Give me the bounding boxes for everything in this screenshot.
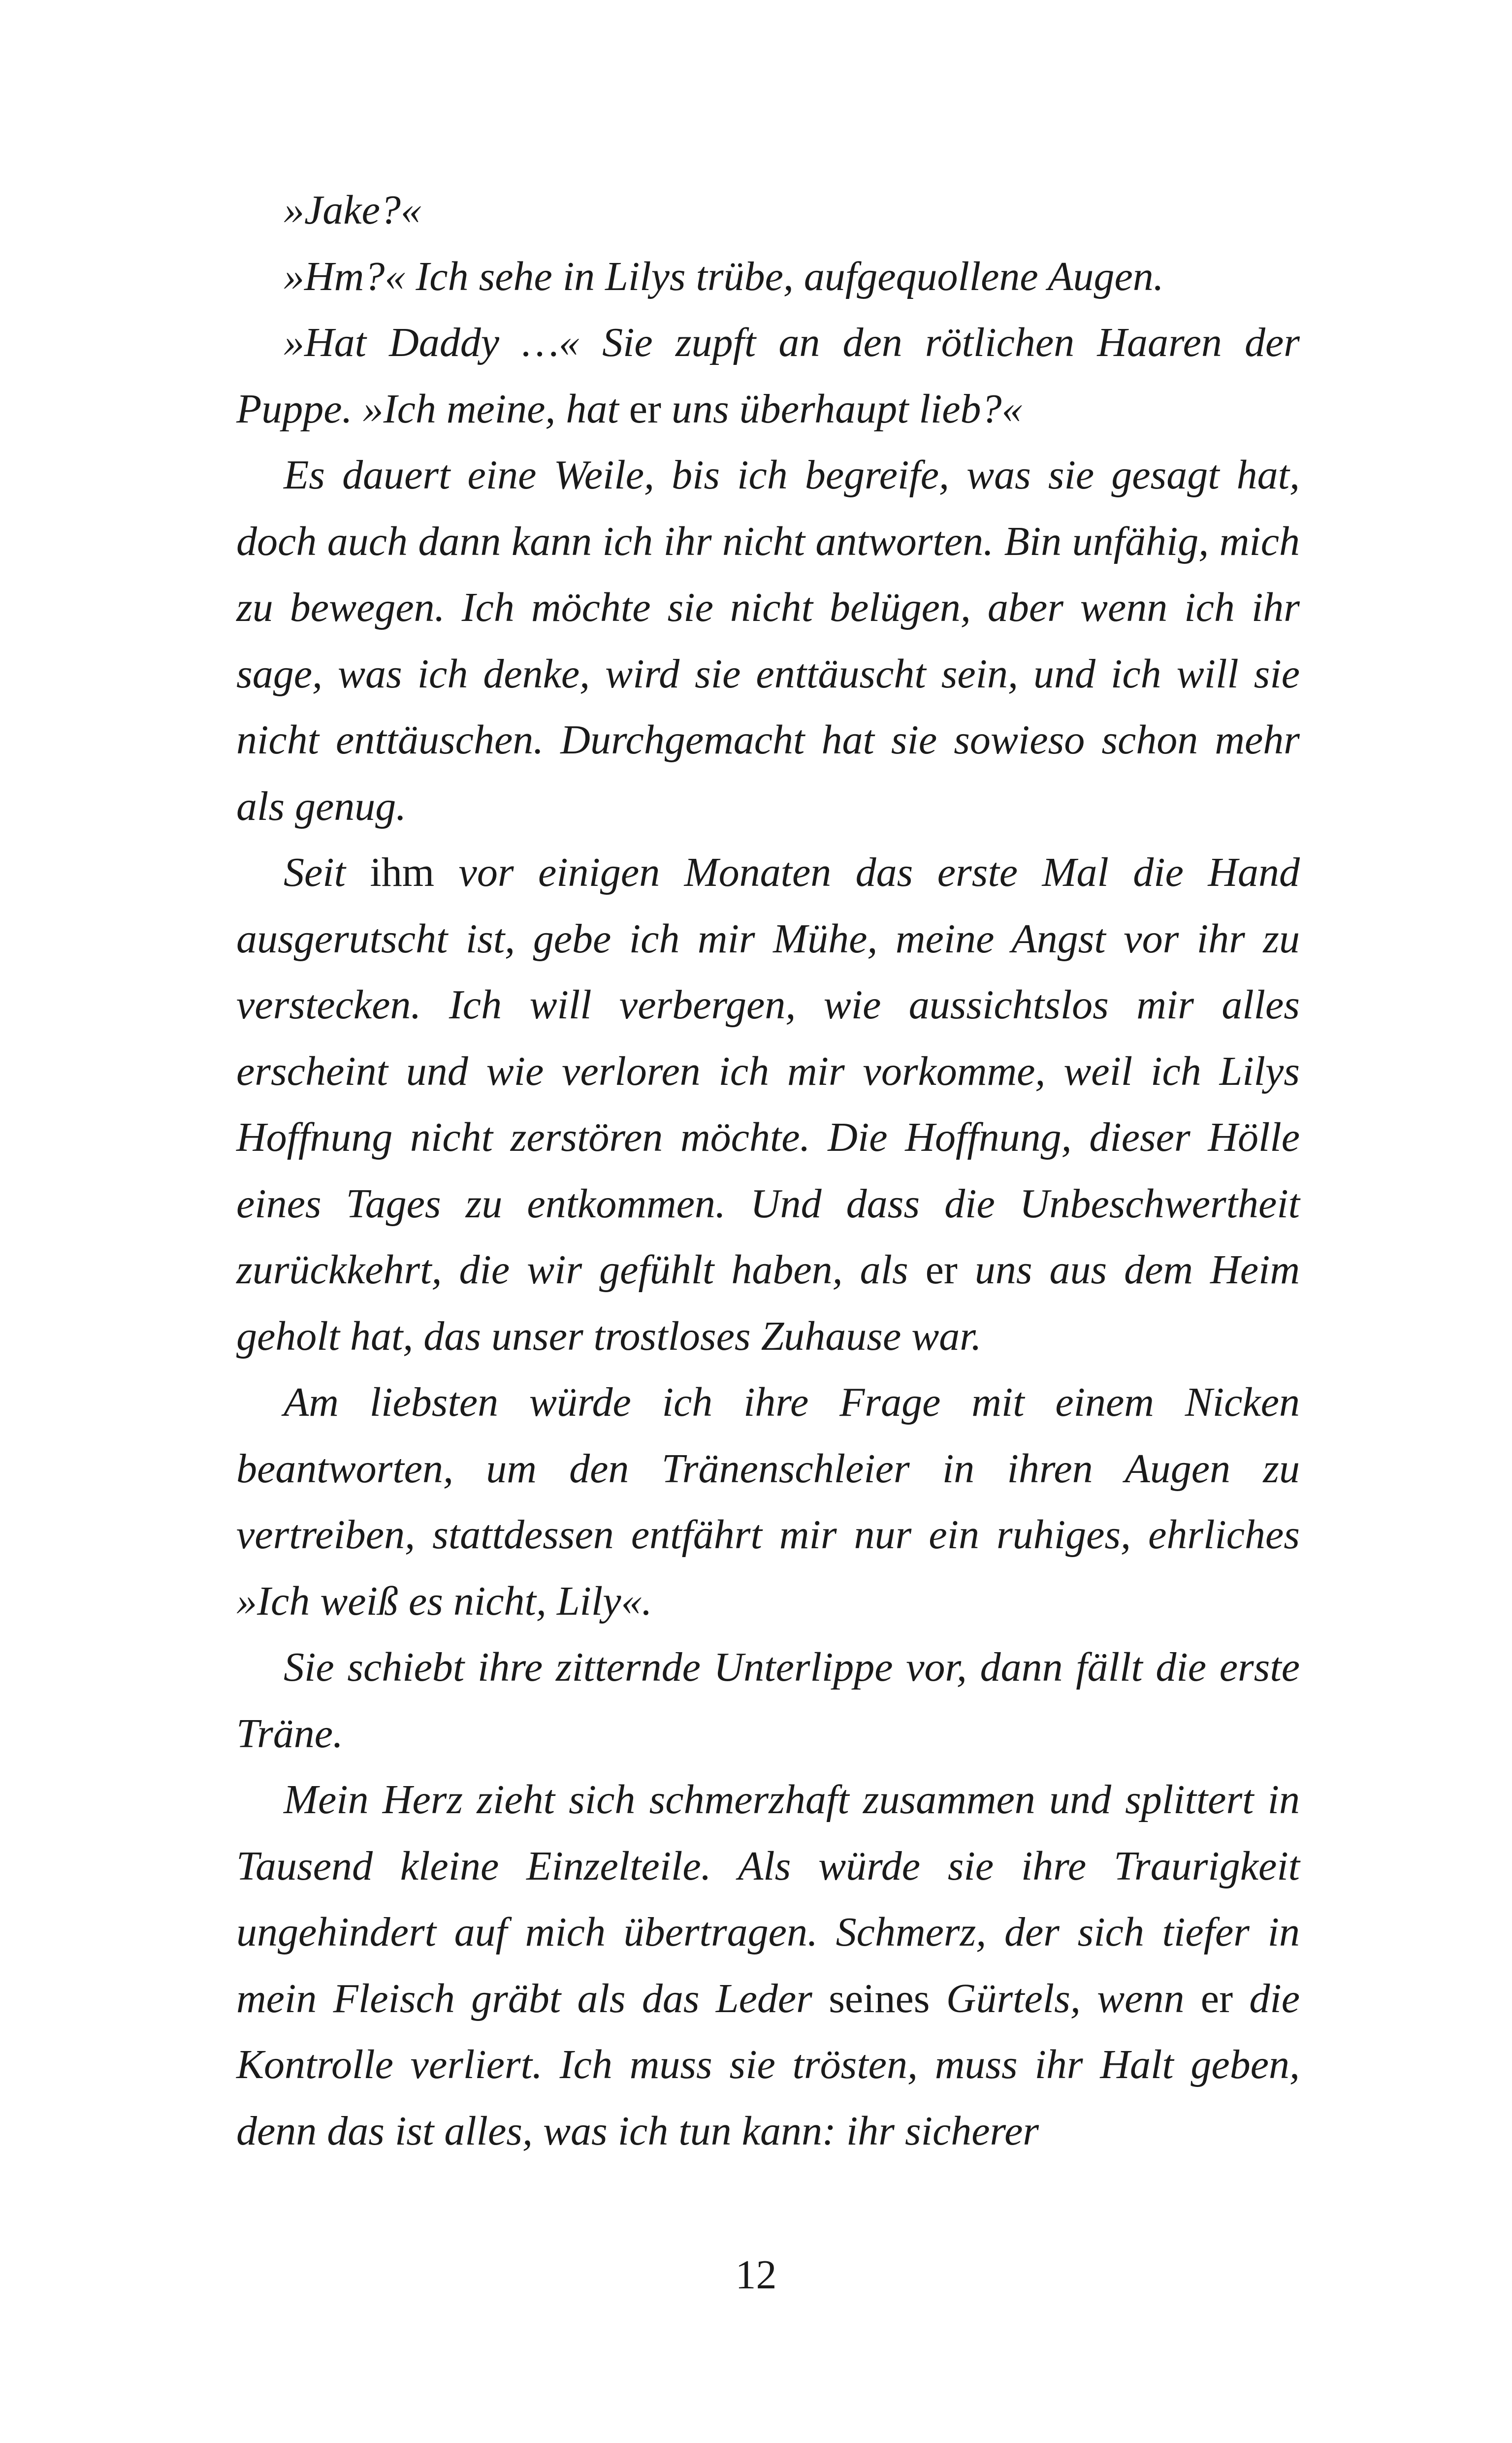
paragraph: [236, 177, 1300, 244]
body-text: [236, 177, 1300, 2164]
emphasis-run: er: [629, 386, 662, 432]
paragraph: [236, 1767, 1300, 2164]
page-number: 12: [735, 2252, 777, 2298]
paragraph: [236, 1634, 1300, 1767]
paragraph: [236, 310, 1300, 442]
text-run: Es dauert eine Weile, bis ich begreife, was sie gesagt hat, doch auch dann kann ich ihr nicht antworten. Bin unfähig, mich zu bewegen. Ich möchte sie nicht belügen, aber wenn ich ihr sage, was ich denke, wird sie enttäuscht sein, und ich will sie nicht enttäuschen. Durchgemacht hat sie sowieso schon mehr als genug.: [236, 452, 1300, 829]
paragraph: [236, 244, 1300, 310]
text-run: vor einigen Monaten das erste Mal die Hand ausgerutscht ist, gebe ich mir Mühe, meine Angst vor ihr zu verstecken. Ich will verbergen, wie aussichtslos mir alles erscheint und wie verloren ich mir vorkomme, weil ich Lilys Hoffnung nicht zerstören möchte. Die Hoffnung, dieser Hölle eines Tages zu entkommen. Und dass die Unbeschwertheit zurückkehrt, die wir gefühlt haben, als: [236, 849, 1300, 1293]
text-run: Mein Herz zieht sich schmerzhaft zusammen und splittert in Tausend kleine Einzelteile. Als würde sie ihre Traurigkeit ungehindert auf mich übertragen. Schmerz, der sich tiefer in mein Fleisch gräbt als das Leder: [236, 1777, 1300, 2021]
text-run: Sie schiebt ihre zitternde Unterlippe vor, dann fällt die erste Träne.: [236, 1644, 1300, 1757]
paragraph: [236, 1369, 1300, 1634]
text-run: »Hm?« Ich sehe in Lilys trübe, aufgequollene Augen.: [284, 253, 1164, 299]
text-run: Seit: [284, 849, 370, 895]
text-run: uns aus dem Heim geholt hat, das unser trostloses Zuhause war.: [236, 1247, 1300, 1359]
emphasis-run: er: [925, 1247, 958, 1293]
text-run: »Hat Daddy …« Sie zupft an den rötlichen Haaren der Puppe. »Ich meine, hat: [236, 320, 1300, 432]
text-run: »Jake?«: [284, 187, 421, 233]
paragraph: [236, 840, 1300, 1369]
emphasis-run: er: [1200, 1975, 1233, 2021]
text-run: Am liebsten würde ich ihre Frage mit einem Nicken beantworten, um den Tränenschleier in ihren Augen zu vertreiben, stattdessen entfährt mir nur ein ruhiges, ehrliches »Ich weiß es nicht, Lily«.: [236, 1379, 1300, 1624]
text-run: die Kontrolle verliert. Ich muss sie trösten, muss ihr Halt geben, denn das ist alles, was ich tun kann: ihr sicherer: [236, 1975, 1300, 2154]
emphasis-run: ihm: [370, 849, 435, 895]
paragraph: [236, 442, 1300, 840]
text-run: Gürtels, wenn: [930, 1975, 1201, 2021]
text-run: uns überhaupt lieb?«: [661, 386, 1023, 432]
emphasis-run: seines: [829, 1975, 930, 2021]
